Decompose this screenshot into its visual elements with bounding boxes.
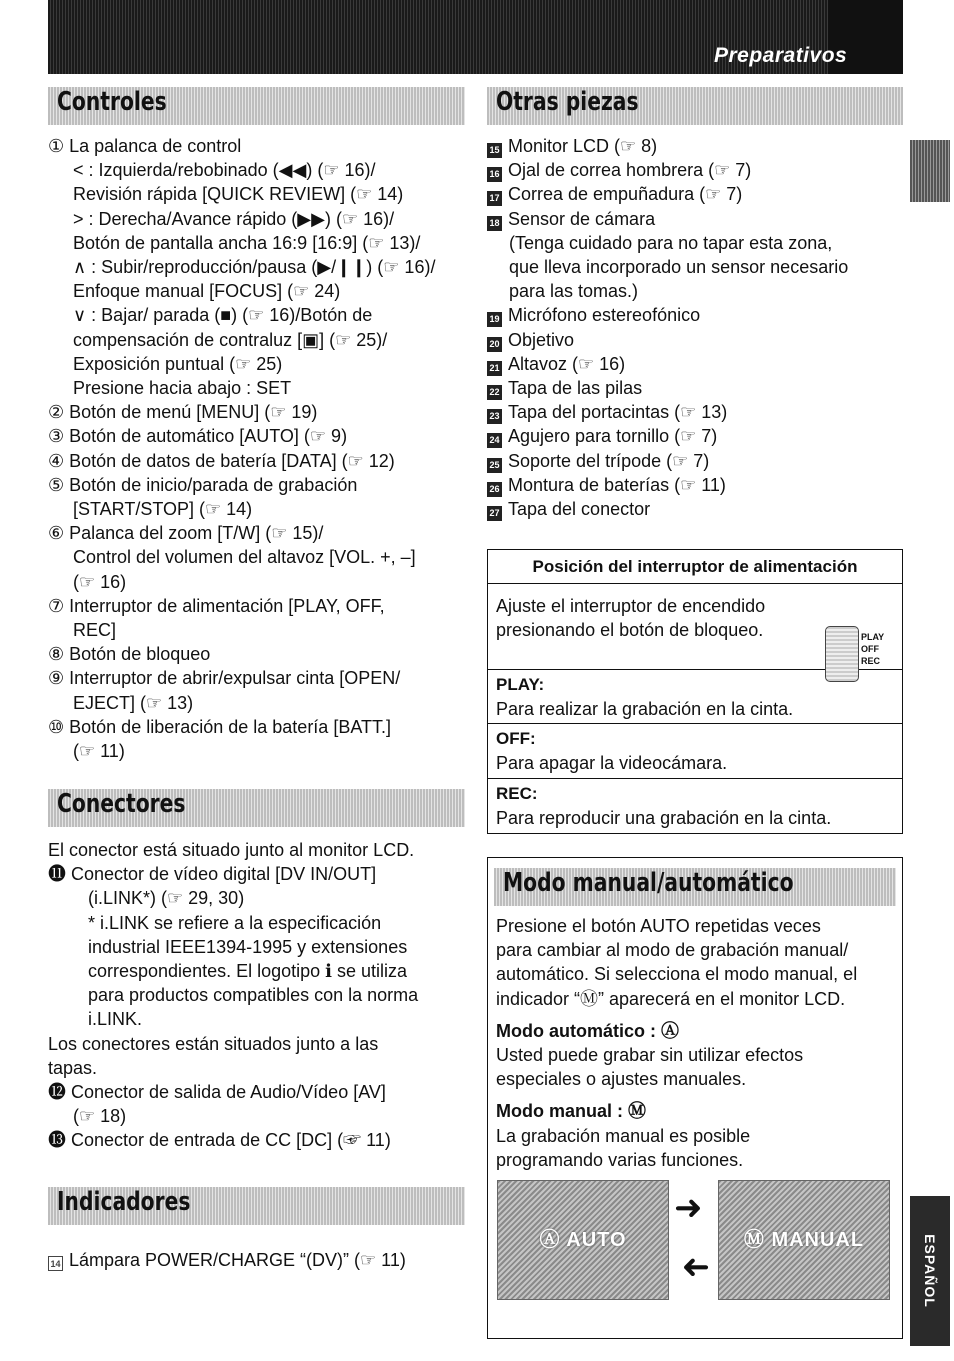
item-number-badge: 22 — [487, 385, 502, 400]
language-side-tab — [910, 1196, 950, 1346]
language-side-tab-label: ESPAÑOL — [922, 1234, 939, 1308]
list-item — [487, 328, 848, 352]
indicadores-title: Indicadores — [57, 1187, 191, 1217]
page-number: 9 — [933, 32, 954, 67]
list-item: [START/STOP] (☞ 14) — [73, 499, 253, 520]
manual-screen-label: Ⓜ MANUAL — [743, 1229, 865, 1251]
auto-screen-image — [497, 1180, 669, 1300]
list-item: > : Derecha/Avance rápido (▶▶) (☞ 16)/ — [73, 208, 395, 229]
list-item: ⑩ Botón de liberación de la batería [BATT.] — [48, 716, 391, 737]
footnote-line: * i.LINK se refiere a la especificación — [88, 912, 382, 933]
list-item — [487, 424, 848, 448]
item-number-badge: 16 — [487, 167, 502, 182]
footnote-line: para productos compatibles con la norma — [88, 985, 419, 1006]
item-text: Monitor LCD (☞ 8) — [508, 136, 658, 156]
paragraph-line: Presione el botón AUTO repetidas veces — [496, 916, 821, 936]
item-text: Correa de empuñadura (☞ 7) — [508, 184, 743, 205]
power-switch-intro — [488, 584, 902, 670]
paragraph-line: indicador “Ⓜ” aparecerá en el monitor LCD. — [496, 988, 846, 1009]
auto-mode-title: Modo automático : Ⓐ — [496, 1020, 679, 1041]
power-row-label: PLAY: — [496, 675, 545, 694]
list-item: ⑥ Palanca del zoom [T/W] (☞ 15)/ — [48, 523, 324, 544]
item-text: Lámpara POWER/CHARGE “(DV)” (☞ 11) — [69, 1250, 406, 1270]
footnote-line: i.LINK. — [88, 1009, 143, 1030]
power-row-text: Para reproducir una grabación en la cinta. — [496, 808, 832, 829]
power-row-rec — [488, 779, 902, 833]
indicadores-item — [48, 1248, 406, 1272]
list-item: Presione hacia abajo : SET — [73, 378, 292, 399]
power-row-label: REC: — [496, 784, 538, 803]
item-text: Tapa del conector — [508, 499, 651, 520]
list-item: ③ Botón de automático [AUTO] (☞ 9) — [48, 426, 348, 447]
conectores-title: Conectores — [57, 789, 186, 819]
list-item: Control del volumen del altavoz [VOL. +, –] — [73, 547, 416, 568]
page-header-bar — [48, 0, 954, 74]
paragraph-line: tapas. — [48, 1057, 98, 1078]
list-item — [487, 303, 848, 327]
list-item — [487, 182, 848, 206]
side-marker — [910, 140, 950, 202]
otras-piezas-title: Otras piezas — [496, 87, 639, 117]
otras-piezas-list — [487, 134, 848, 521]
item-text: Altavoz (☞ 16) — [508, 353, 626, 374]
list-item: Enfoque manual [FOCUS] (☞ 24) — [73, 281, 341, 302]
paragraph-line: Los conectores están situados junto a las — [48, 1033, 379, 1054]
switch-label-rec: REC — [861, 656, 881, 666]
list-item — [487, 158, 848, 182]
list-item — [487, 497, 848, 521]
paragraph-line: La grabación manual es posible — [496, 1125, 751, 1146]
controles-title: Controles — [57, 87, 167, 117]
list-item: ④ Botón de datos de batería [DATA] (☞ 12) — [48, 450, 395, 471]
power-row-play — [488, 670, 902, 724]
item-text: Sensor de cámara — [508, 208, 656, 229]
conectores-list — [48, 838, 418, 1153]
list-item — [487, 376, 848, 400]
item-text: Micrófono estereofónico — [508, 305, 701, 326]
list-item: (☞ 18) — [73, 1106, 127, 1127]
page-number-box — [883, 32, 954, 74]
section-title: Preparativos — [714, 44, 848, 67]
item-number-badge: 23 — [487, 409, 502, 424]
list-item: < : Izquierda/rebobinado (◀◀) (☞ 16)/ — [73, 160, 376, 181]
item-text: Tapa del portacintas (☞ 13) — [508, 402, 728, 423]
list-item — [487, 352, 848, 376]
power-switch-box — [487, 549, 903, 834]
item-text: Ojal de correa hombrera (☞ 7) — [508, 160, 752, 181]
list-item: ⑦ Interruptor de alimentación [PLAY, OFF, — [48, 595, 385, 616]
list-item: Botón de pantalla ancha 16:9 [16:9] (☞ 13)/ — [73, 232, 421, 253]
switch-label-off: OFF — [861, 644, 879, 654]
footnote-line: correspondientes. El logotipo ℹ se utiliza — [88, 961, 408, 982]
power-switch-box-title: Posición del interruptor de alimentación — [488, 550, 902, 584]
list-item: (☞ 16) — [73, 571, 127, 592]
item-number-badge: 17 — [487, 191, 502, 206]
paragraph-line: automático. Si selecciona el modo manual, el — [496, 964, 858, 985]
list-item: (i.LINK*) (☞ 29, 30) — [88, 888, 245, 909]
list-item: compensación de contraluz [▣] (☞ 25)/ — [73, 329, 388, 350]
mode-text — [496, 914, 857, 1172]
list-item: (Tenga cuidado para no tapar esta zona, — [509, 232, 833, 253]
otras-piezas-heading — [487, 87, 903, 125]
conectores-heading — [48, 789, 465, 827]
intro-line: Ajuste el interruptor de encendido — [496, 596, 766, 616]
list-item: ② Botón de menú [MENU] (☞ 19) — [48, 402, 318, 423]
list-item — [487, 207, 848, 231]
list-item: ⓫ Conector de vídeo digital [DV IN/OUT] — [48, 864, 377, 885]
list-item: ① La palanca de control — [48, 136, 242, 156]
power-row-text: Para realizar la grabación en la cinta. — [496, 699, 794, 720]
list-item: Exposición puntual (☞ 25) — [73, 353, 283, 374]
item-text: Montura de baterías (☞ 11) — [508, 474, 726, 495]
paragraph-line: especiales o ajustes manuales. — [496, 1069, 747, 1090]
power-row-off — [488, 724, 902, 779]
intro-line: presionando el botón de bloqueo. — [496, 620, 764, 641]
paragraph-line: El conector está situado junto al monitor LCD. — [48, 840, 415, 860]
arrow-left-icon: ➜ — [681, 1248, 710, 1286]
indicadores-heading — [48, 1187, 465, 1225]
power-row-label: OFF: — [496, 729, 536, 748]
item-number-badge: 21 — [487, 361, 502, 376]
list-item: que lleva incorporado un sensor necesario — [509, 257, 849, 278]
power-row-text: Para apagar la videocámara. — [496, 753, 728, 774]
controles-list — [48, 134, 435, 763]
item-text: Tapa de las pilas — [508, 378, 643, 399]
item-number-badge: 20 — [487, 337, 502, 352]
list-item: ⑨ Interruptor de abrir/expulsar cinta [OPEN/ — [48, 668, 401, 689]
list-item: ⓬ Conector de salida de Audio/Vídeo [AV] — [48, 1082, 386, 1103]
list-item: para las tomas.) — [509, 281, 639, 302]
item-number-badge: 25 — [487, 458, 502, 473]
manual-screen-image — [718, 1180, 890, 1300]
language-code: ES — [909, 49, 931, 67]
manual-mode-title: Modo manual : Ⓜ — [496, 1101, 646, 1122]
list-item — [487, 449, 848, 473]
item-number-badge: 19 — [487, 312, 502, 327]
paragraph-line: Usted puede grabar sin utilizar efectos — [496, 1045, 804, 1066]
arrow-right-icon: ➜ — [674, 1189, 703, 1227]
list-item: Revisión rápida [QUICK REVIEW] (☞ 14) — [73, 184, 404, 205]
paragraph-line: programando varias funciones. — [496, 1149, 744, 1170]
item-number-badge: 24 — [487, 433, 502, 448]
paragraph-line: para cambiar al modo de grabación manual/ — [496, 940, 849, 961]
item-number-badge: 26 — [487, 482, 502, 497]
list-item: ⑤ Botón de inicio/parada de grabación — [48, 474, 358, 495]
list-item: ⓭ Conector de entrada de CC [DC] (☞ 11) — [48, 1130, 391, 1151]
list-item — [487, 400, 848, 424]
item-text: Soporte del trípode (☞ 7) — [508, 450, 710, 471]
list-item — [487, 473, 848, 497]
auto-screen-label: Ⓐ AUTO — [539, 1229, 627, 1251]
controles-heading — [48, 87, 465, 125]
item-text: Agujero para tornillo (☞ 7) — [508, 426, 718, 447]
list-item: ∨ : Bajar/ parada (■) (☞ 16)/Botón de — [73, 305, 373, 326]
list-item: REC] — [73, 620, 117, 641]
item-number-badge: 27 — [487, 506, 502, 521]
list-item: (☞ 11) — [73, 741, 125, 762]
switch-label-play: PLAY — [861, 632, 885, 642]
mode-heading — [494, 868, 896, 906]
mode-title: Modo manual/automático — [503, 868, 794, 898]
header-texture — [48, 0, 828, 74]
item-number-badge: 15 — [487, 143, 502, 158]
footnote-line: industrial IEEE1394-1995 y extensiones — [88, 936, 408, 957]
item-number-badge: 14 — [48, 1256, 63, 1271]
list-item: ⑧ Botón de bloqueo — [48, 644, 211, 665]
list-item — [487, 134, 848, 158]
item-text: Objetivo — [508, 329, 575, 350]
item-number-badge: 18 — [487, 216, 502, 231]
list-item: EJECT] (☞ 13) — [73, 692, 194, 713]
list-item: ∧ : Subir/reproducción/pausa (▶/❙❙) (☞ 16)/ — [73, 257, 436, 278]
